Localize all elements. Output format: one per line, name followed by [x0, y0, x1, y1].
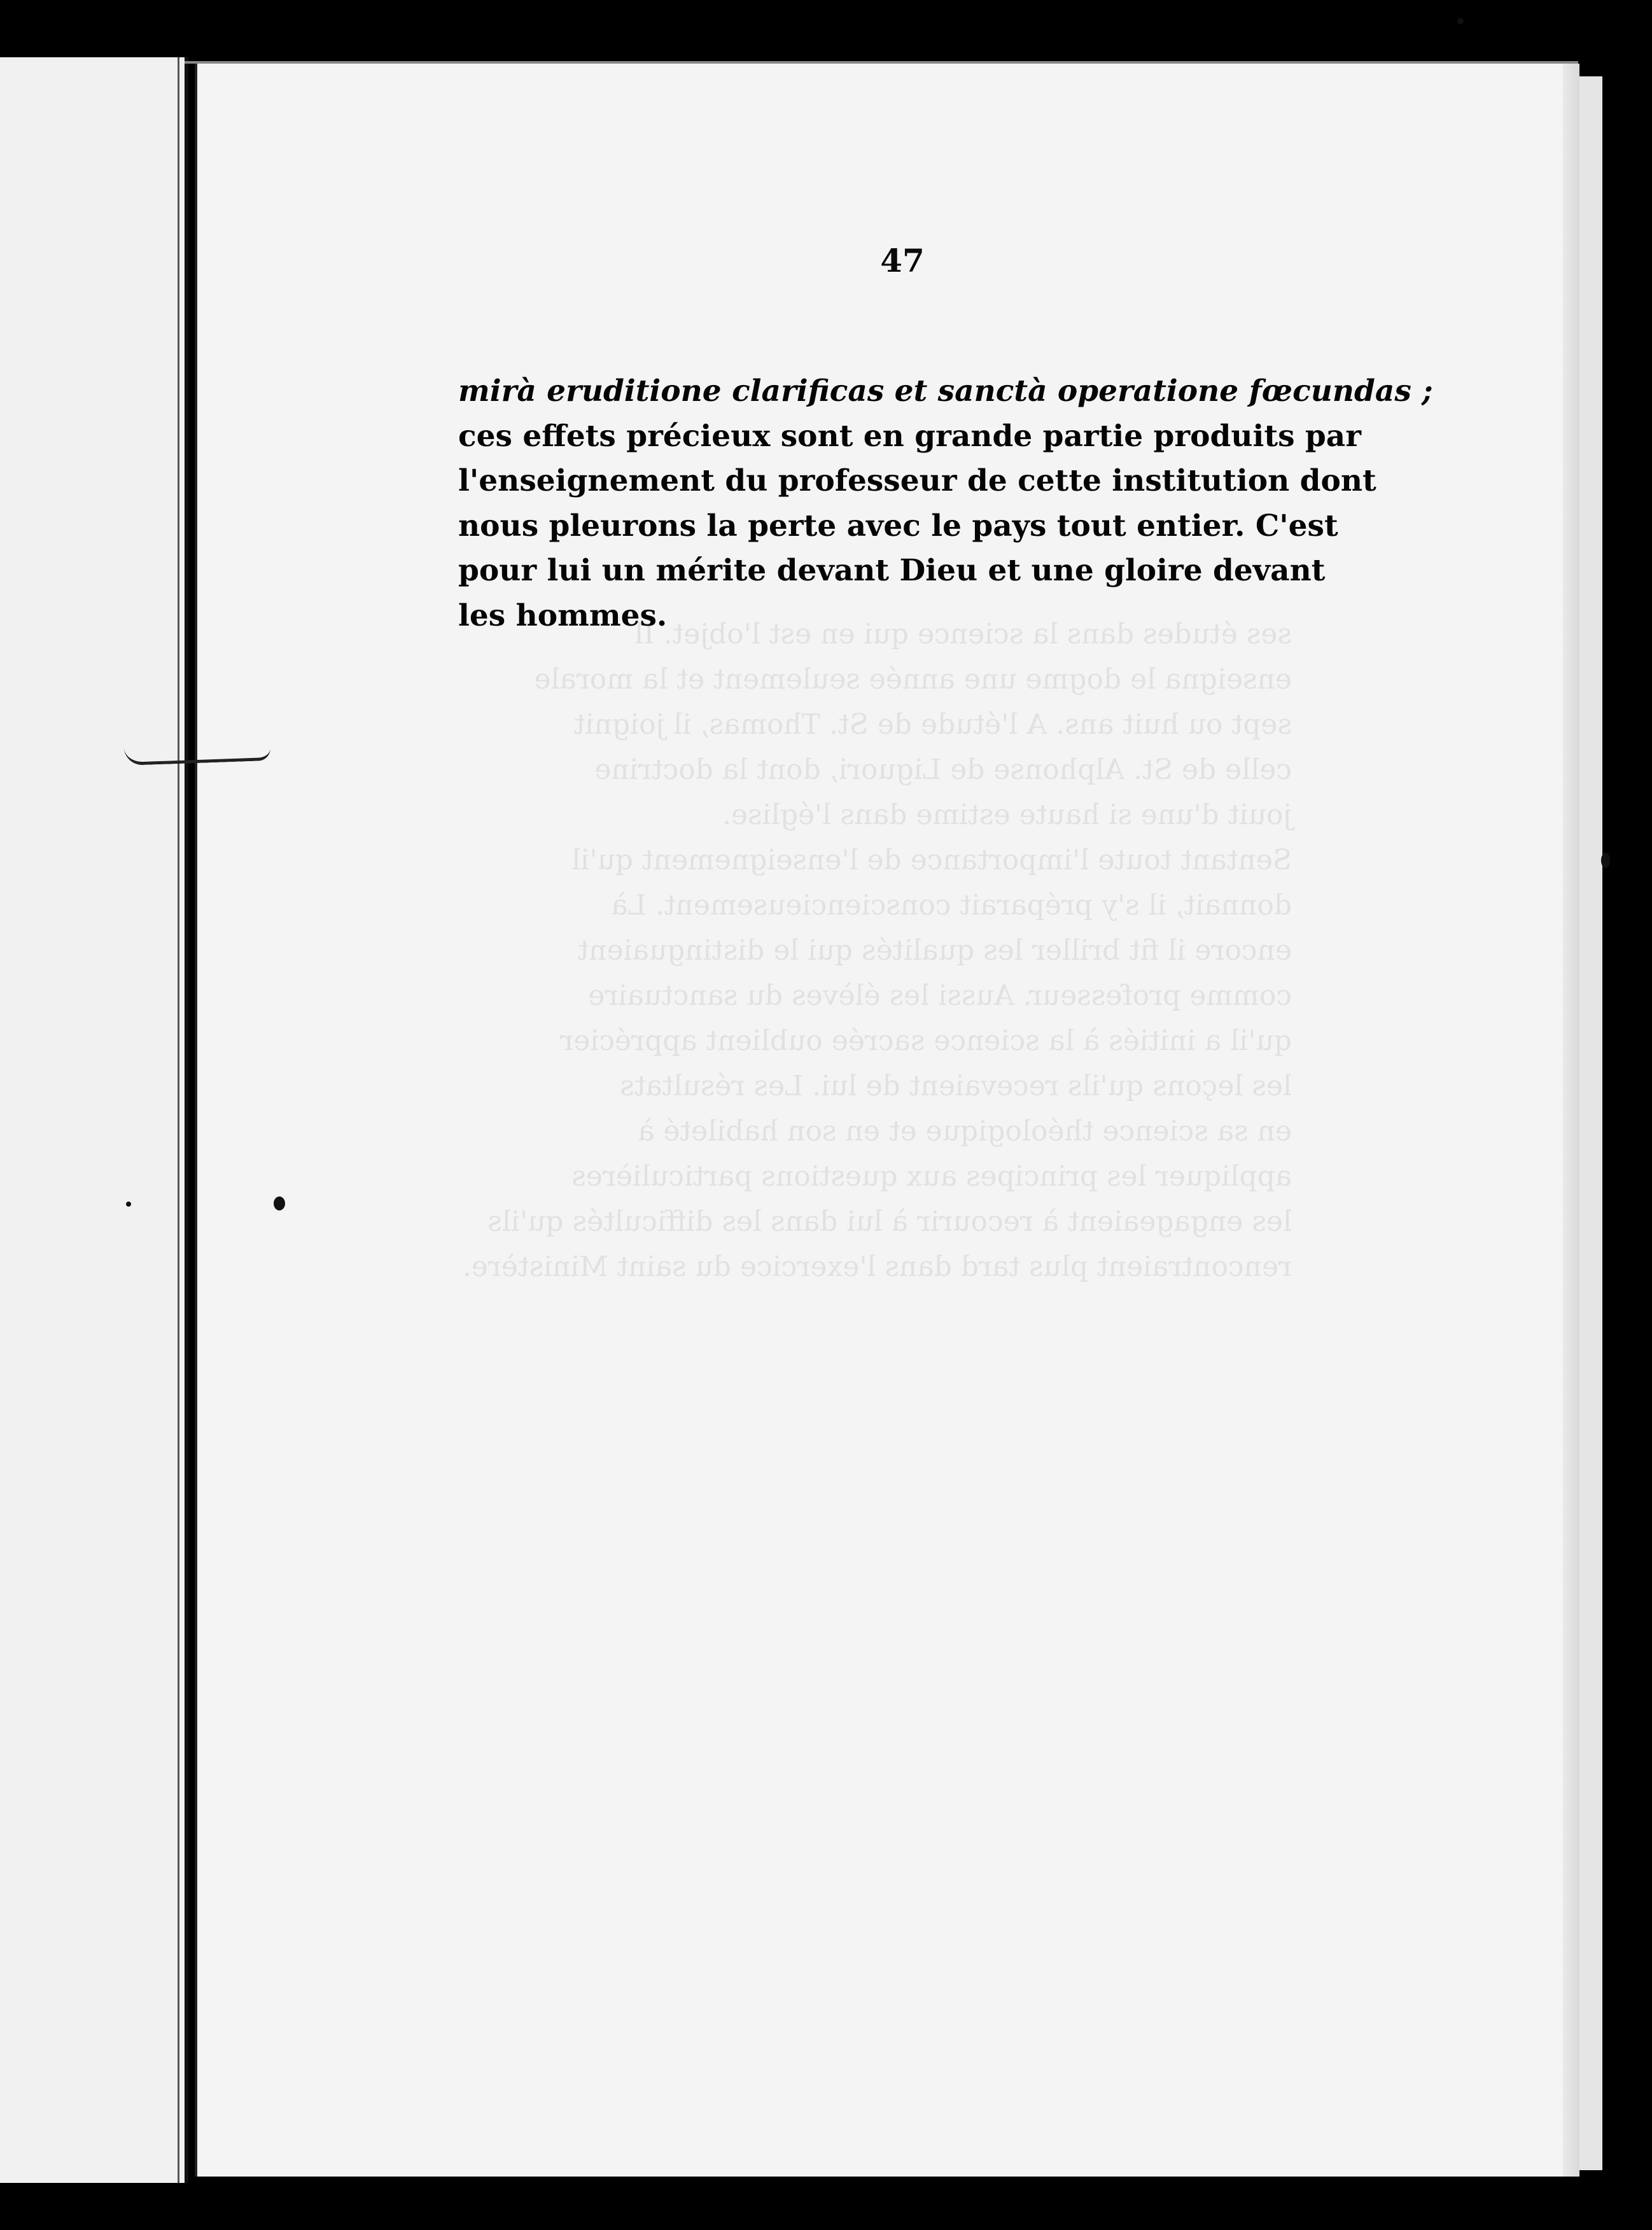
- text-line: l'enseignement du professeur de cette institution dont: [458, 463, 1376, 498]
- ink-spot: [1457, 18, 1464, 24]
- text-line: mirà eruditione clarificas et sanctà operatione fœcundas ;: [458, 374, 1433, 409]
- text-line: nous pleurons la perte avec le pays tout entier. C'est: [458, 508, 1338, 543]
- text-line: les hommes.: [458, 598, 668, 633]
- page-right-shadow: [1563, 64, 1579, 2177]
- body-paragraph: [458, 369, 1433, 638]
- ink-spot: [126, 1202, 131, 1207]
- page-fold-line: [178, 57, 179, 2183]
- previous-page-edge: [0, 57, 188, 2183]
- text-line: pour lui un mérite devant Dieu et une gloire devant: [458, 553, 1326, 588]
- ink-spot: [1601, 853, 1610, 868]
- ink-spot: [274, 1196, 285, 1210]
- text-line: ces effets précieux sont en grande partie produits par: [458, 418, 1361, 454]
- next-page-edge: [1577, 76, 1602, 2170]
- page-number: 47: [880, 242, 925, 279]
- bleed-through-text: ses études dans la science qui en est l'objet. Il enseigna le dogme une année seulement et la morale sept ou huit ans. A l'étude de St. Thomas, il joignit celle de St. Alphonse de Liguori, dont la doctrine jouit d'une si haute estime dans l'église. Sentant toute l'importance de l'enseignement qu'il donnait, il s'y préparait consciencieusement. Là encore il fit briller les qualités qui le distinguaient comme professeur. Aussi les élèves du sanctuaire qu'il a initiés à la science sacrée oublient apprécier les leçons qu'ils recevaient de lui. Les résultats en sa science théologique et en son habileté à appliquer les principes aux questions particulières les engageaient à recourir à lui dans les difficultés qu'ils rencontraient plus tard dans l'exercice du saint Ministère.: [462, 618, 1292, 1283]
